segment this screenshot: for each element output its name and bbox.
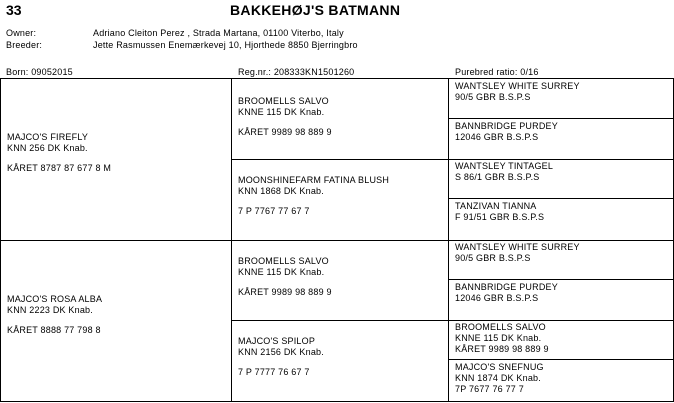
owner-label: Owner: [6,28,37,38]
animal-name: WANTSLEY WHITE SURREY [455,81,580,91]
breeder-label: Breeder: [6,40,43,50]
row-divider [0,240,673,241]
animal-reg: KNN 2223 DK Knab. [7,305,93,315]
great-grandparent-cell [455,201,544,223]
grandparent-cell [238,96,332,138]
great-grandparent-cell [455,242,580,264]
great-grandparent-cell [455,81,580,103]
animal-name-title: BAKKEHØJ'S BATMANN [230,2,401,18]
animal-extra: KÅRET 9989 98 889 9 [455,344,549,354]
grandparent-cell [238,336,324,378]
animal-reg: KNNE 115 DK Knab. [455,333,542,343]
animal-extra: KÅRET 9989 98 889 9 [238,287,332,297]
animal-name: WANTSLEY TINTAGEL [455,161,554,171]
row-divider [448,359,673,360]
catalog-number: 33 [6,2,22,18]
animal-name: BANNBRIDGE PURDEY [455,121,558,131]
animal-reg: KNNE 115 DK Knab. [238,107,325,117]
purebred-ratio: Purebred ratio: 0/16 [455,67,539,77]
great-grandparent-cell [455,121,558,143]
registration-number: Reg.nr.: 208333KN1501260 [238,67,355,77]
great-grandparent-cell [455,161,553,183]
animal-extra: 7 P 7777 76 67 7 [238,367,310,377]
animal-extra: 7P 7677 76 77 7 [455,384,524,394]
animal-name: BROOMELLS SALVO [238,96,329,106]
animal-reg: F 91/51 GBR B.S.P.S [455,212,545,222]
animal-extra: KÅRET 8888 77 798 8 [7,325,101,335]
animal-reg: 90/5 GBR B.S.P.S [455,253,531,263]
animal-reg: 12046 GBR B.S.P.S [455,132,539,142]
born-date: Born: 09052015 [6,67,73,77]
grandparent-cell [238,175,389,217]
row-divider [231,159,673,160]
animal-reg: 12046 GBR B.S.P.S [455,293,539,303]
great-grandparent-cell [455,322,549,355]
animal-reg: 90/5 GBR B.S.P.S [455,92,531,102]
animal-name: BROOMELLS SALVO [238,256,329,266]
animal-name: TANZIVAN TIANNA [455,201,537,211]
breeder-value: Jette Rasmussen Enemærkevej 10, Hjorthede 8850 Bjerringbro [93,40,358,50]
grandparent-cell [238,256,332,298]
owner-value: Adriano Cleiton Perez , Strada Martana, 01100 Viterbo, Italy [93,28,344,38]
animal-extra: KÅRET 8787 87 677 8 M [7,163,112,173]
row-divider [448,279,673,280]
animal-reg: KNN 256 DK Knab. [7,143,88,153]
animal-reg: KNNE 115 DK Knab. [238,267,325,277]
animal-extra: 7 P 7767 77 67 7 [238,206,310,216]
animal-name: MOONSHINEFARM FATINA BLUSH [238,175,390,185]
animal-name: BROOMELLS SALVO [455,322,546,332]
animal-extra: KÅRET 9989 98 889 9 [238,127,332,137]
great-grandparent-cell [455,362,544,395]
animal-reg: KNN 1874 DK Knab. [455,373,541,383]
animal-name: MAJCO'S SNEFNUG [455,362,544,372]
animal-reg: KNN 1868 DK Knab. [238,186,324,196]
animal-name: MAJCO'S SPILOP [238,336,316,346]
animal-name: MAJCO'S FIREFLY [7,132,89,142]
animal-name: MAJCO'S ROSA ALBA [7,294,103,304]
animal-reg: KNN 2156 DK Knab. [238,347,324,357]
row-divider [231,320,673,321]
sire-cell [7,132,111,174]
great-grandparent-cell [455,282,558,304]
animal-name: WANTSLEY WHITE SURREY [455,242,580,252]
row-divider [448,118,673,119]
row-divider [448,198,673,199]
dam-cell [7,294,102,336]
animal-name: BANNBRIDGE PURDEY [455,282,558,292]
animal-reg: S 86/1 GBR B.S.P.S [455,172,540,182]
